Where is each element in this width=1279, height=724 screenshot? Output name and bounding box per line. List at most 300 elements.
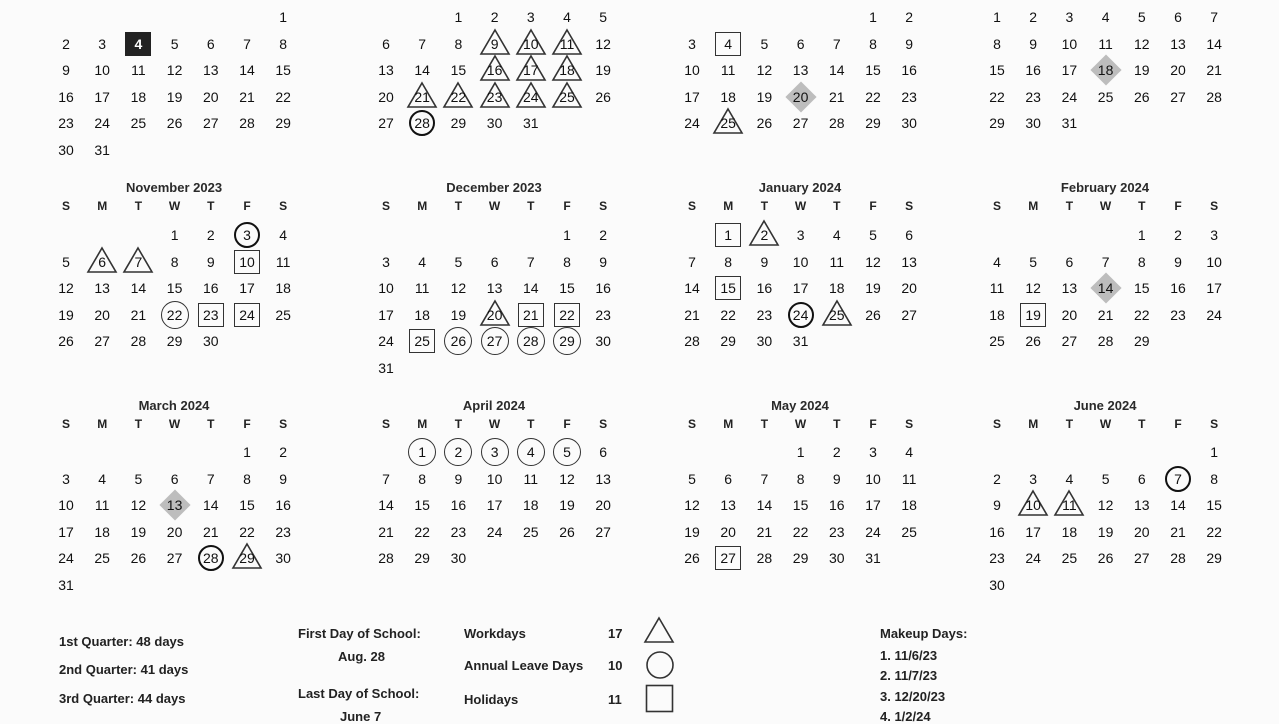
day-number: 26 [684, 550, 700, 566]
weekday-label: T [833, 199, 841, 213]
day-number: 27 [203, 115, 219, 131]
day-number: 30 [989, 576, 1005, 593]
day-cell [746, 492, 782, 518]
day-cell [746, 57, 782, 83]
day-cell [120, 328, 156, 354]
day-number: 7 [243, 35, 251, 52]
day-cell [1124, 492, 1160, 518]
day-number: 20 [486, 306, 503, 323]
day-cell [979, 110, 1015, 136]
day-number: 20 [1170, 62, 1186, 78]
day-number: 26 [450, 333, 467, 349]
day-number: 1 [243, 444, 251, 460]
day-number: 8 [454, 35, 463, 52]
day-cell [1160, 466, 1196, 492]
day-cell [157, 519, 193, 545]
day-number: 22 [989, 88, 1005, 105]
day-cell [265, 249, 301, 275]
day-cell [855, 57, 891, 83]
day-cell [783, 57, 819, 83]
day-number: 6 [599, 444, 608, 460]
day-number: 4 [526, 444, 535, 460]
day-cell [440, 466, 476, 492]
weekday-label: S [61, 417, 70, 431]
day-cell [1124, 545, 1160, 571]
day-number: 1 [724, 227, 733, 243]
day-number: 29 [414, 550, 430, 566]
day-cell [855, 275, 891, 301]
day-cell [1196, 222, 1232, 248]
day-cell [674, 275, 710, 301]
day-number: 22 [1134, 306, 1150, 323]
makeup-day-1: 1. 11/6/23 [880, 648, 938, 663]
day-cell [1015, 275, 1051, 301]
day-number: 23 [1170, 306, 1186, 323]
day-cell [404, 84, 440, 110]
day-number: 29 [865, 115, 881, 131]
day-number: 20 [720, 523, 736, 540]
day-cell [229, 249, 265, 275]
day-cell [265, 302, 301, 328]
day-number: 10 [865, 470, 881, 487]
last-day-value: June 7 [340, 709, 382, 724]
day-cell [48, 545, 84, 571]
day-cell [404, 328, 440, 354]
day-cell [84, 492, 120, 518]
day-cell [891, 519, 927, 545]
day-cell [891, 302, 927, 328]
day-number: 21 [414, 88, 430, 105]
day-number: 6 [1137, 470, 1146, 487]
day-number: 30 [756, 333, 773, 349]
day-number: 11 [1062, 497, 1077, 513]
day-number: 30 [829, 550, 845, 566]
day-number: 11 [829, 253, 845, 270]
day-cell [674, 110, 710, 136]
day-cell [84, 302, 120, 328]
day-number: 26 [559, 523, 575, 540]
day-number: 23 [275, 523, 291, 540]
day-number: 5 [599, 9, 608, 25]
day-cell [157, 57, 193, 83]
day-number: 24 [865, 523, 881, 540]
day-cell [120, 110, 156, 136]
day-number: 22 [414, 523, 430, 540]
triangle-icon [643, 616, 675, 649]
day-cell [229, 492, 265, 518]
day-cell [1160, 4, 1196, 30]
day-number: 13 [486, 280, 503, 296]
day-cell [1088, 492, 1124, 518]
day-cell [440, 328, 476, 354]
day-cell [368, 328, 404, 354]
day-cell [710, 57, 746, 83]
day-number: 2 [206, 227, 215, 243]
day-number: 11 [720, 62, 736, 78]
day-cell [585, 275, 621, 301]
day-number: 5 [869, 227, 877, 243]
day-cell [585, 249, 621, 275]
day-cell [477, 249, 513, 275]
day-cell [265, 519, 301, 545]
day-number: 1 [279, 9, 288, 25]
day-cell [1051, 249, 1087, 275]
last-day-label: Last Day of School: [298, 686, 420, 701]
day-number: 19 [58, 306, 74, 323]
day-number: 29 [792, 550, 809, 566]
weekday-label: S [279, 417, 288, 431]
day-cell [404, 492, 440, 518]
month-title: November 2023 [125, 180, 223, 195]
day-cell [1160, 302, 1196, 328]
day-cell [674, 57, 710, 83]
day-cell [368, 249, 404, 275]
day-cell [440, 439, 476, 465]
day-number: 29 [275, 115, 291, 131]
day-cell [404, 302, 440, 328]
day-number: 5 [688, 470, 696, 487]
day-cell [549, 57, 585, 83]
day-number: 16 [275, 497, 291, 513]
first-day-value: Aug. 28 [338, 649, 385, 664]
day-number: 19 [559, 497, 575, 513]
day-cell [513, 84, 549, 110]
day-cell [368, 492, 404, 518]
day-cell [157, 466, 193, 492]
day-number: 2 [1029, 9, 1038, 25]
day-cell [1051, 466, 1087, 492]
day-number: 6 [724, 470, 733, 487]
day-cell [229, 302, 265, 328]
day-number: 4 [724, 35, 733, 52]
day-number: 5 [563, 444, 571, 460]
day-number: 23 [450, 523, 467, 540]
legend-workdays-label: Workdays [464, 626, 526, 641]
day-cell [1196, 545, 1232, 571]
day-cell [855, 84, 891, 110]
day-cell [1088, 545, 1124, 571]
day-number: 16 [989, 523, 1005, 540]
day-number: 29 [559, 333, 575, 349]
day-number: 26 [1097, 550, 1114, 566]
day-cell [229, 439, 265, 465]
day-cell [819, 519, 855, 545]
weekday-label: M [723, 417, 734, 431]
day-cell [157, 249, 193, 275]
day-number: 15 [559, 280, 575, 296]
day-number: 15 [166, 280, 183, 296]
day-cell [1015, 84, 1051, 110]
day-cell [1196, 466, 1232, 492]
day-number: 3 [62, 470, 70, 487]
day-cell [819, 222, 855, 248]
day-cell [1015, 545, 1051, 571]
day-number: 17 [378, 306, 394, 323]
day-number: 10 [58, 497, 74, 513]
day-number: 6 [98, 253, 107, 270]
day-number: 27 [486, 333, 503, 349]
day-cell [746, 466, 782, 492]
day-number: 8 [1137, 253, 1146, 270]
day-cell [1088, 519, 1124, 545]
day-cell [368, 84, 404, 110]
day-number: 18 [829, 280, 845, 296]
day-number: 2 [454, 444, 463, 460]
day-number: 8 [869, 35, 877, 52]
day-cell [1088, 466, 1124, 492]
day-number: 17 [523, 62, 539, 78]
day-number: 2 [279, 444, 288, 460]
day-number: 28 [130, 333, 147, 349]
day-cell [674, 249, 710, 275]
day-number: 18 [414, 306, 430, 323]
day-number: 16 [203, 280, 219, 296]
day-cell [891, 84, 927, 110]
day-number: 21 [1097, 306, 1114, 323]
day-cell [979, 4, 1015, 30]
day-cell [783, 249, 819, 275]
day-cell [1015, 249, 1051, 275]
day-number: 13 [792, 62, 809, 78]
day-number: 13 [1061, 280, 1078, 296]
day-cell [368, 545, 404, 571]
day-cell [193, 466, 229, 492]
day-number: 4 [1101, 9, 1110, 25]
day-number: 24 [1206, 306, 1222, 323]
day-cell [1196, 31, 1232, 57]
day-number: 22 [275, 88, 291, 105]
day-number: 10 [239, 253, 255, 270]
day-cell [193, 302, 229, 328]
day-number: 12 [1134, 35, 1150, 52]
day-cell [979, 545, 1015, 571]
day-number: 14 [239, 62, 255, 78]
day-number: 1 [170, 227, 179, 243]
day-cell [979, 328, 1015, 354]
day-number: 23 [203, 306, 219, 323]
first-day-label: First Day of School: [298, 626, 421, 641]
day-number: 22 [450, 88, 467, 105]
day-number: 14 [1170, 497, 1186, 513]
day-number: 6 [796, 35, 805, 52]
day-number: 15 [1134, 280, 1150, 296]
day-cell [585, 466, 621, 492]
day-cell [440, 4, 476, 30]
day-number: 14 [1206, 35, 1222, 52]
day-cell [404, 275, 440, 301]
day-number: 14 [1097, 280, 1114, 296]
day-cell [120, 519, 156, 545]
day-cell [783, 519, 819, 545]
day-number: 5 [760, 35, 769, 52]
day-cell [549, 4, 585, 30]
day-number: 24 [792, 306, 809, 323]
day-number: 15 [1206, 497, 1222, 513]
day-number: 7 [1174, 470, 1182, 487]
day-number: 6 [170, 470, 179, 487]
day-number: 18 [720, 88, 736, 105]
day-cell [819, 31, 855, 57]
day-cell [120, 84, 156, 110]
circle-icon [644, 650, 676, 685]
day-number: 10 [1061, 35, 1078, 52]
day-number: 10 [684, 62, 700, 78]
day-number: 10 [1025, 497, 1041, 513]
day-number: 17 [1025, 523, 1041, 540]
day-number: 1 [869, 9, 877, 25]
day-number: 2 [62, 35, 70, 52]
day-number: 3 [526, 9, 535, 25]
day-cell [229, 57, 265, 83]
day-number: 17 [94, 88, 110, 105]
day-number: 10 [486, 470, 503, 487]
day-number: 23 [58, 115, 74, 131]
day-number: 25 [829, 306, 845, 323]
day-cell [265, 492, 301, 518]
day-cell [783, 31, 819, 57]
day-cell [1160, 545, 1196, 571]
weekday-label: W [168, 417, 181, 431]
day-number: 7 [688, 253, 696, 270]
day-cell [1015, 328, 1051, 354]
day-cell [48, 466, 84, 492]
day-number: 24 [94, 115, 110, 131]
day-number: 8 [796, 470, 805, 487]
day-number: 28 [1097, 333, 1114, 349]
day-number: 9 [1029, 35, 1038, 52]
day-cell [48, 84, 84, 110]
day-cell [549, 466, 585, 492]
day-number: 8 [170, 253, 179, 270]
day-number: 8 [1210, 470, 1219, 487]
day-cell [265, 31, 301, 57]
day-number: 3 [382, 253, 390, 270]
day-cell [513, 249, 549, 275]
makeup-day-2: 2. 11/7/23 [880, 668, 938, 683]
day-cell [477, 328, 513, 354]
day-number: 22 [559, 306, 575, 323]
legend-holidays-count: 11 [608, 692, 622, 707]
day-cell [585, 57, 621, 83]
day-number: 31 [94, 141, 110, 158]
weekday-label: F [869, 417, 877, 431]
day-number: 19 [130, 523, 147, 540]
day-cell [513, 439, 549, 465]
day-number: 11 [275, 253, 291, 270]
day-cell [120, 249, 156, 275]
day-number: 1 [993, 9, 1001, 25]
legend-leave-count: 10 [608, 658, 623, 673]
day-cell [674, 84, 710, 110]
day-number: 27 [720, 550, 736, 566]
day-cell [84, 84, 120, 110]
day-number: 25 [275, 306, 291, 323]
day-number: 12 [559, 470, 575, 487]
day-cell [48, 57, 84, 83]
day-cell [549, 519, 585, 545]
day-cell [549, 302, 585, 328]
day-cell [710, 222, 746, 248]
day-cell [549, 222, 585, 248]
day-number: 1 [1210, 444, 1219, 460]
day-number: 7 [1101, 253, 1110, 270]
weekday-label: S [905, 199, 914, 213]
day-number: 26 [166, 115, 183, 131]
day-cell [513, 519, 549, 545]
day-number: 30 [486, 115, 503, 131]
day-number: 8 [993, 35, 1001, 52]
day-cell [1124, 328, 1160, 354]
day-cell [440, 110, 476, 136]
day-number: 10 [792, 253, 809, 270]
day-cell [1088, 31, 1124, 57]
day-cell [157, 328, 193, 354]
day-number: 1 [796, 444, 805, 460]
day-cell [1124, 249, 1160, 275]
day-cell [819, 275, 855, 301]
day-number: 28 [414, 115, 430, 131]
day-cell [710, 302, 746, 328]
day-number: 20 [901, 280, 917, 296]
day-cell [84, 57, 120, 83]
day-number: 20 [1061, 306, 1078, 323]
day-cell [1196, 439, 1232, 465]
day-cell [783, 492, 819, 518]
day-cell [193, 328, 229, 354]
day-number: 3 [98, 35, 107, 52]
day-number: 10 [1206, 253, 1222, 270]
day-number: 9 [279, 470, 288, 487]
day-cell [513, 275, 549, 301]
day-cell [891, 492, 927, 518]
day-number: 3 [1065, 9, 1074, 25]
day-number: 23 [989, 550, 1005, 566]
day-cell [549, 249, 585, 275]
day-cell [891, 57, 927, 83]
day-cell [193, 110, 229, 136]
day-number: 16 [1025, 62, 1041, 78]
day-number: 12 [595, 35, 611, 52]
day-cell [585, 439, 621, 465]
day-number: 19 [450, 306, 467, 323]
day-number: 21 [684, 306, 700, 323]
day-cell [404, 249, 440, 275]
day-cell [549, 275, 585, 301]
weekday-label: F [243, 417, 251, 431]
day-cell [48, 302, 84, 328]
day-cell [891, 439, 927, 465]
day-number: 5 [134, 470, 143, 487]
day-cell [710, 110, 746, 136]
day-cell [674, 492, 710, 518]
day-number: 17 [1206, 280, 1222, 296]
day-cell [193, 545, 229, 571]
day-cell [404, 110, 440, 136]
weekday-label: M [97, 199, 108, 213]
day-number: 18 [275, 280, 291, 296]
day-number: 19 [865, 280, 881, 296]
weekday-label: S [1210, 417, 1219, 431]
day-number: 15 [720, 280, 736, 296]
day-number: 27 [94, 333, 110, 349]
day-cell [746, 545, 782, 571]
day-number: 15 [239, 497, 255, 513]
weekday-label: F [563, 417, 571, 431]
day-number: 9 [454, 470, 463, 487]
quarter-1-days: 1st Quarter: 48 days [59, 634, 185, 649]
day-number: 26 [756, 115, 773, 131]
day-number: 11 [901, 470, 917, 487]
